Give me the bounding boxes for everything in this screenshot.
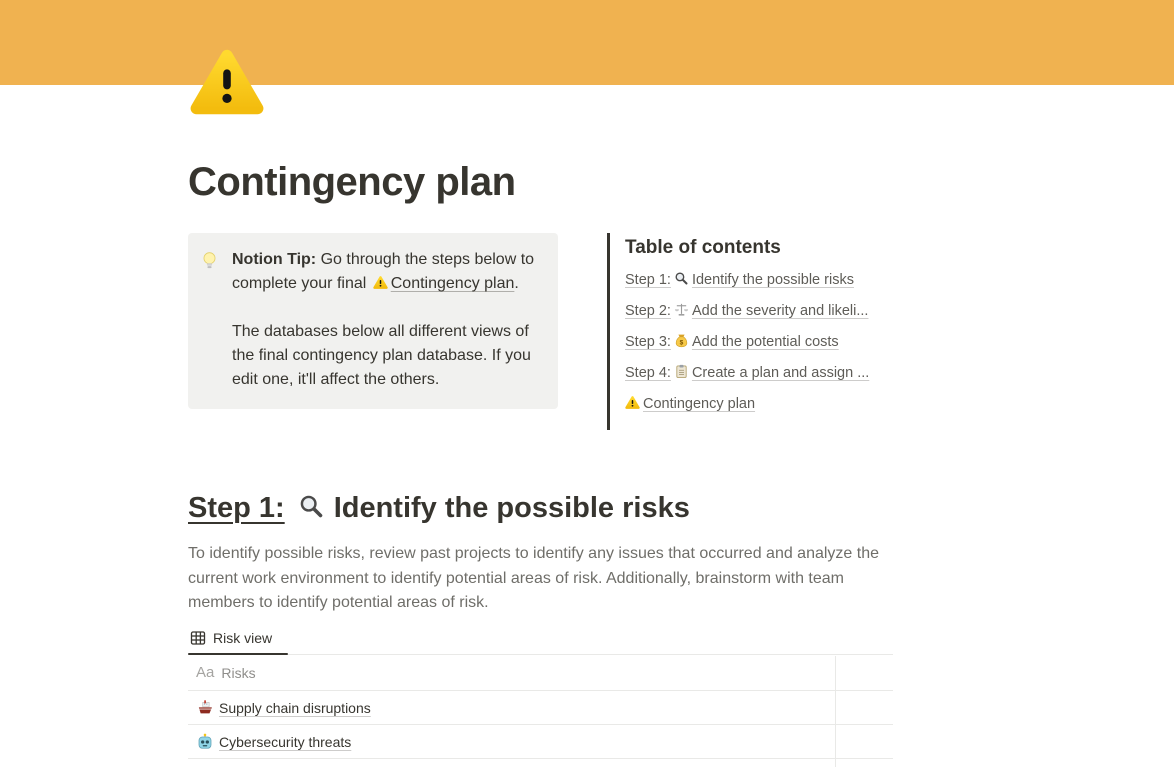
balance-scale-icon — [674, 302, 689, 317]
tip-period: . — [514, 275, 519, 292]
robot-icon — [196, 733, 214, 751]
tab-risk-view[interactable] — [188, 625, 284, 655]
toc-title: Table of contents — [625, 237, 781, 258]
ship-icon — [196, 699, 214, 717]
step-1-description: To identify possible risks, review past projects to identify any issues that occurred and analyze the current work environment to identify potential areas of risk. Additionally, brainstorm with team members to identify potential areas of risk. — [188, 545, 880, 611]
row-title: Supply chain disruptions — [219, 699, 371, 716]
toc-link-step-1[interactable]: Step 1: Identify the possible risks — [625, 272, 854, 288]
step-1-prefix: Step 1: — [188, 492, 285, 524]
contingency-plan-page-link[interactable]: Contingency plan — [390, 275, 515, 292]
callout-paragraph: The databases below all different views of the final contingency plan database. If you edit one, it'll affect the others. — [232, 323, 531, 388]
page-title: Contingency plan — [188, 160, 516, 204]
step-1-heading — [188, 490, 690, 527]
table-row-partial[interactable] — [188, 759, 893, 767]
table-view-icon — [190, 630, 206, 646]
warning-sign-icon — [625, 395, 640, 410]
column-separator[interactable] — [835, 656, 836, 767]
column-header-label: Risks — [221, 664, 256, 681]
warning-sign-emoji-icon — [189, 44, 265, 120]
page-icon[interactable] — [189, 44, 265, 120]
toc-link-step-3[interactable]: Step 3: $ Add the potential costs — [625, 334, 839, 350]
magnifying-glass-icon — [674, 271, 689, 286]
svg-text:$: $ — [679, 339, 684, 347]
tip-intro: Go through the steps below to complete your final — [232, 251, 535, 292]
table-row-cybersecurity[interactable] — [188, 725, 893, 759]
tab-label: Risk view — [213, 630, 273, 646]
database-view-tabs — [188, 625, 893, 655]
callout-text — [232, 248, 542, 394]
toc-link-contingency-plan[interactable]: Contingency plan — [625, 395, 893, 413]
toc-link-step-2[interactable]: Step 2: Add the severity and likeli... — [625, 303, 869, 319]
money-bag-icon — [674, 333, 689, 348]
notion-tip-callout — [188, 233, 558, 409]
magnifying-glass-icon — [298, 493, 325, 520]
light-bulb-icon — [200, 248, 224, 394]
step-1-heading-text: Identify the possible risks — [333, 492, 690, 524]
risk-database — [188, 625, 893, 767]
page-cover-banner[interactable] — [0, 0, 1174, 85]
text-property-icon: Aa — [196, 664, 215, 681]
toc-link-step-4[interactable]: Step 4: Create a plan and assign ... — [625, 365, 870, 381]
row-title: Cybersecurity threats — [219, 733, 352, 750]
active-tab-indicator — [188, 653, 288, 656]
column-header-risks[interactable] — [188, 655, 893, 691]
clipboard-icon — [674, 364, 689, 379]
table-row-supply-chain[interactable] — [188, 691, 893, 725]
tip-label: Notion Tip: — [232, 251, 317, 268]
warning-sign-icon — [371, 275, 391, 292]
table-of-contents — [607, 233, 893, 430]
